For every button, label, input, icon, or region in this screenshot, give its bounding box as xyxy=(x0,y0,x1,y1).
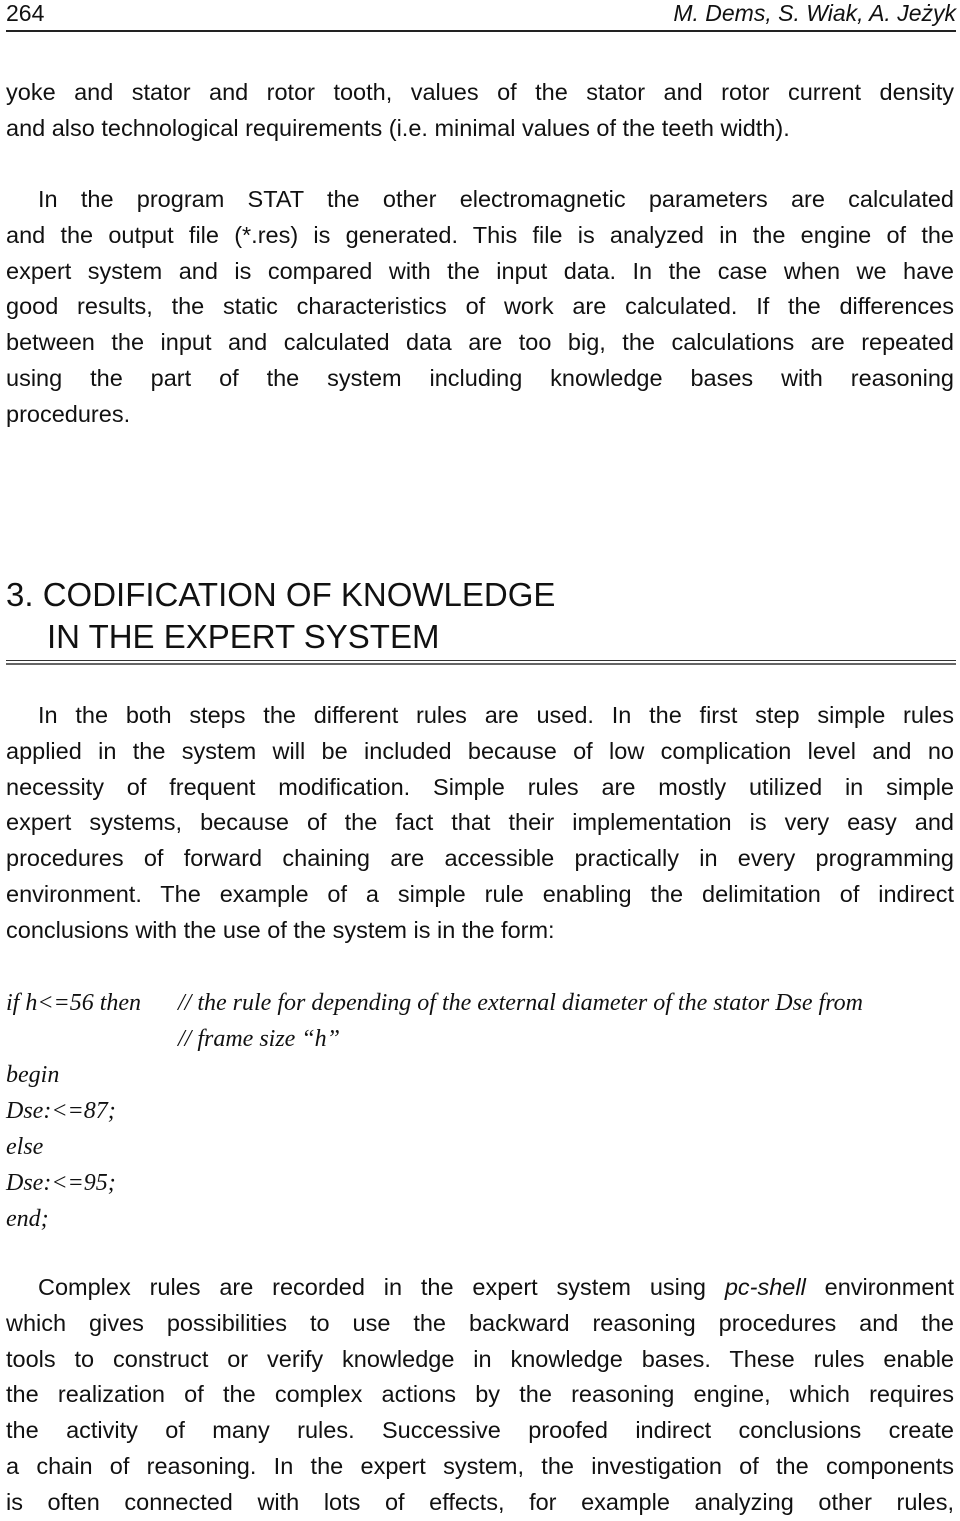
text-line: procedures. xyxy=(6,400,131,427)
text-line: a chain of reasoning. In the expert system, the investigation of the components xyxy=(6,1452,954,1479)
section-divider xyxy=(6,660,956,665)
text-line: conclusions with the use of the system is in the form: xyxy=(6,916,555,943)
code-line: if h<=56 then xyxy=(6,990,142,1016)
text-line: which gives possibilities to use the backward reasoning procedures and the xyxy=(6,1309,954,1336)
text-segment: Complex rules are recorded in the expert system using xyxy=(38,1274,725,1300)
section-heading-line2: IN THE EXPERT SYSTEM xyxy=(47,618,440,655)
code-line: Dse:<=95; xyxy=(6,1170,116,1196)
text-line: using the part of the system including knowledge bases with reasoning xyxy=(6,364,954,391)
text-line: procedures of forward chaining are accessible practically in every programming xyxy=(6,845,954,872)
paragraph-complex-rules xyxy=(6,1270,954,1521)
text-line: In the both steps the different rules are used. In the first step simple rules xyxy=(38,702,954,728)
pc-shell-term: pc-shell xyxy=(724,1274,806,1300)
text-line: In the program STAT the other electromagnetic parameters are calculated xyxy=(38,186,954,212)
text-line: and also technological requirements (i.e. minimal values of the teeth width). xyxy=(6,114,790,141)
text-line: and the output file (*.res) is generated. This file is analyzed in the engine of the xyxy=(6,221,954,248)
text-line: environment. The example of a simple rule enabling the delimitation of indirect xyxy=(6,880,954,907)
text-line: expert systems, because of the fact that their implementation is very easy and xyxy=(6,809,954,836)
paragraph-program-stat xyxy=(6,182,954,433)
code-comment: // the rule for depending of the external diameter of the stator Dse from xyxy=(178,990,864,1016)
paragraph-rules xyxy=(6,698,954,949)
text-line: is often connected with lots of effects, for example analyzing other rules, xyxy=(6,1488,954,1515)
code-example xyxy=(6,985,956,1245)
running-head-authors: M. Dems, S. Wiak, A. Jeżyk xyxy=(673,0,956,26)
section-heading xyxy=(6,574,956,658)
text-line: expert system and is compared with the input data. In the case when we have xyxy=(6,257,954,284)
section-heading-line1: 3. CODIFICATION OF KNOWLEDGE xyxy=(6,576,556,613)
text-line: between the input and calculated data are too big, the calculations are repeated xyxy=(6,329,954,356)
text-line: good results, the static characteristics of work are calculated. If the differences xyxy=(6,293,954,320)
text-segment: environment xyxy=(805,1274,954,1300)
text-line: necessity of frequent modification. Simple rules are mostly utilized in simple xyxy=(6,773,954,800)
text-line: tools to construct or verify knowledge in knowledge bases. These rules enable xyxy=(6,1345,954,1372)
code-line: end; xyxy=(6,1206,49,1232)
code-line: else xyxy=(6,1134,44,1160)
page-number: 264 xyxy=(6,0,45,26)
code-comment: // frame size “h” xyxy=(178,1026,341,1052)
text-line xyxy=(6,1270,954,1306)
code-line: Dse:<=87; xyxy=(6,1098,116,1124)
text-line: applied in the system will be included because of low complication level and no xyxy=(6,737,954,764)
text-line: the activity of many rules. Successive proofed indirect conclusions create xyxy=(6,1417,954,1444)
page-header xyxy=(6,0,956,32)
text-line: yoke and stator and rotor tooth, values of the stator and rotor current density xyxy=(6,79,954,105)
code-line: begin xyxy=(6,1062,60,1088)
paragraph-continuation xyxy=(6,75,954,147)
text-line: the realization of the complex actions by the reasoning engine, which requires xyxy=(6,1381,954,1408)
